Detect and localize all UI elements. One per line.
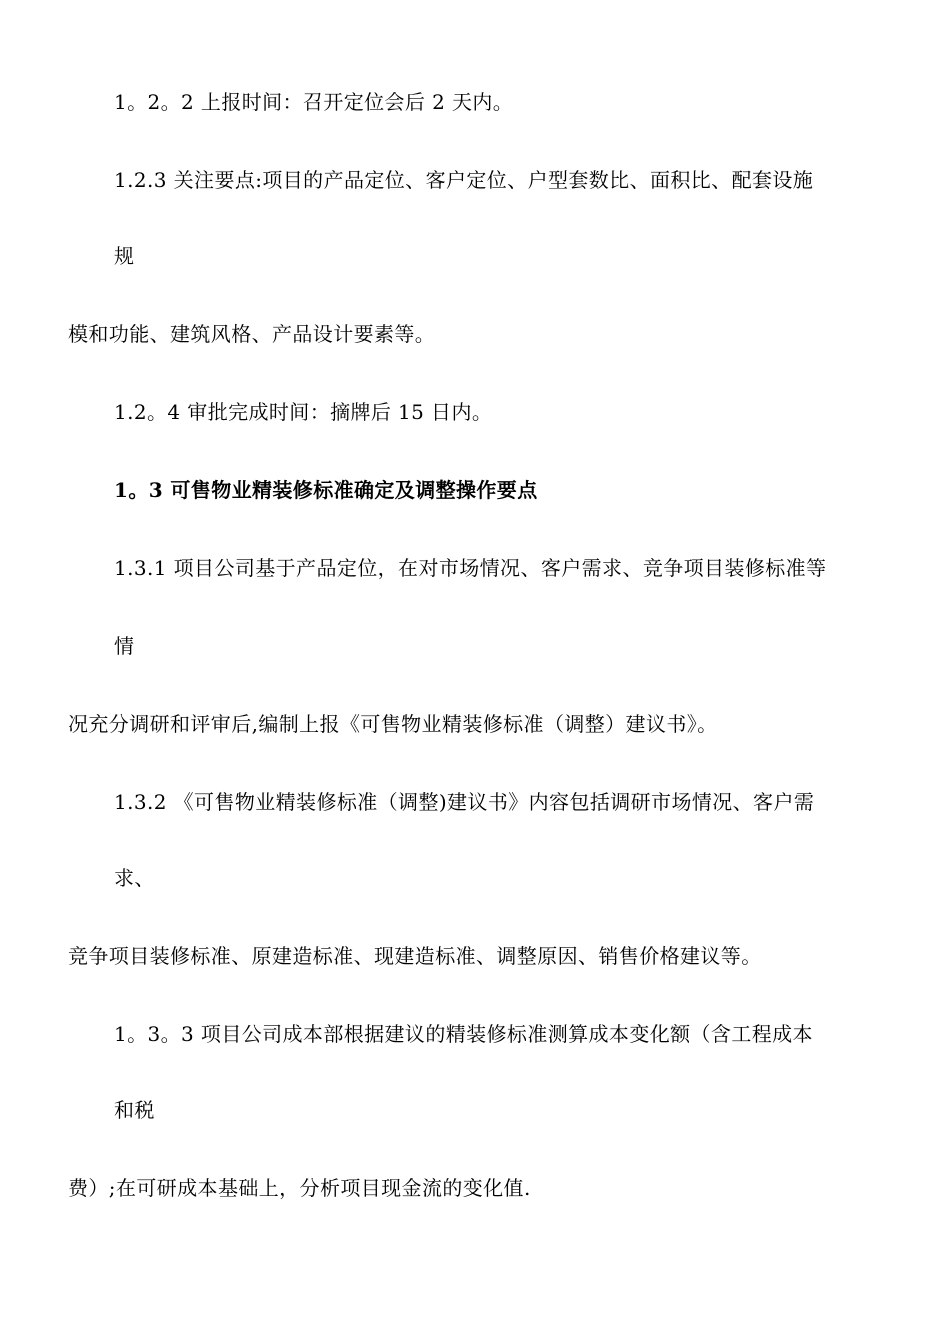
paragraph-1-3-1-line-2: 情 [114, 634, 135, 658]
paragraph-1-3-1-line-1: 1.3.1 项目公司基于产品定位，在对市场情况、客户需求、竞争项目装修标准等 [114, 556, 827, 580]
paragraph-1-3-2-line-3: 竞争项目装修标准、原建造标准、现建造标准、调整原因、销售价格建议等。 [68, 944, 762, 968]
paragraph-1-2-3-line-2: 规 [114, 244, 135, 268]
paragraph-1-2-2: 1。2。2 上报时间：召开定位会后 2 天内。 [114, 90, 514, 114]
paragraph-1-3-1-line-3: 况充分调研和评审后,编制上报《可售物业精装修标准（调整）建议书》。 [68, 712, 718, 736]
paragraph-1-3-2-line-2: 求、 [114, 866, 155, 890]
paragraph-1-3-3-line-3: 费）;在可研成本基础上，分析项目现金流的变化值. [68, 1176, 531, 1200]
paragraph-1-3-3-line-1: 1。3。3 项目公司成本部根据建议的精装修标准测算成本变化额（含工程成本 [114, 1022, 813, 1046]
paragraph-1-2-3-line-1: 1.2.3 关注要点:项目的产品定位、客户定位、户型套数比、面积比、配套设施 [114, 168, 814, 192]
paragraph-1-3-3-line-2: 和税 [114, 1098, 155, 1122]
paragraph-1-2-3-line-3: 模和功能、建筑风格、产品设计要素等。 [68, 322, 436, 346]
section-heading-1-3: 1。3 可售物业精装修标准确定及调整操作要点 [114, 478, 538, 502]
paragraph-1-3-2-line-1: 1.3.2 《可售物业精装修标准（调整)建议书》内容包括调研市场情况、客户需 [114, 790, 815, 814]
paragraph-1-2-4: 1.2。4 审批完成时间：摘牌后 15 日内。 [114, 400, 493, 424]
